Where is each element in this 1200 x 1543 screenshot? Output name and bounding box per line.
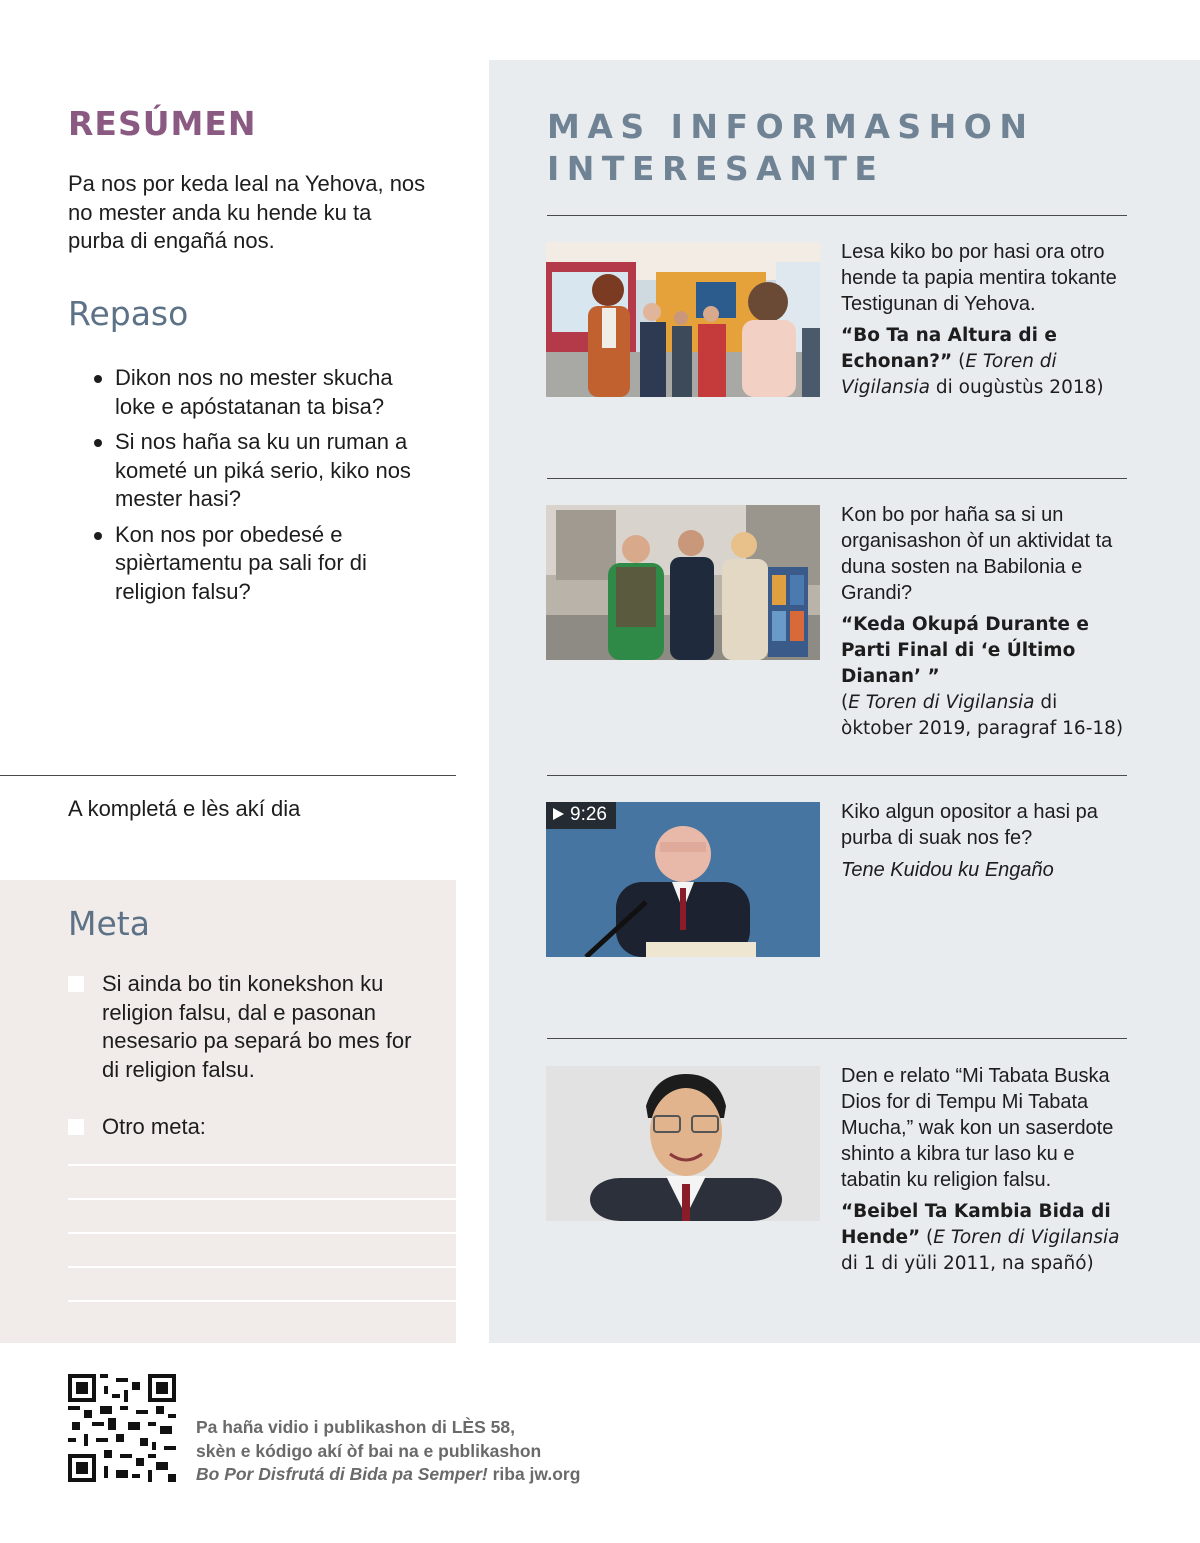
goal-box	[0, 880, 456, 1343]
summary-text: Pa nos por keda leal na Yehova, nos no mester anda ku hende ku ta purba di engañá nos.	[68, 171, 426, 253]
summary-title: RESÚMEN	[68, 104, 257, 143]
reference-text: di 1 di yüli 2011, na spañó)	[841, 1253, 1094, 1274]
divider	[0, 775, 456, 776]
write-in-line[interactable]	[68, 1164, 456, 1166]
video-entry	[841, 799, 1131, 883]
reference-title[interactable]: “Keda Okupá Durante e Parti Final di ‘e Último Dianan’ ”	[841, 614, 1089, 687]
article-thumbnail[interactable]	[546, 242, 820, 397]
entry-description: Lesa kiko bo por hasi ora otro hende ta papia mentira tokante Testigunan di Yehova.	[841, 241, 1117, 315]
divider	[547, 478, 1127, 479]
footer-line	[196, 1463, 580, 1487]
review-question: Dikon nos no mester skucha loke e apóstatanan ta bisa?	[92, 364, 422, 421]
reference-text: (	[952, 351, 966, 372]
completed-date-label: A kompletá e lès akí dia	[68, 796, 301, 821]
publication-name: E Toren di Vigilansia	[841, 351, 1057, 398]
footer-line: skèn e kódigo akí òf bai na e publikashon	[196, 1440, 542, 1461]
more-info-title: MAS INFORMASHON INTERESANTE	[547, 107, 1035, 188]
entry-reference[interactable]	[841, 1199, 1131, 1277]
entry-reference[interactable]	[841, 612, 1131, 742]
goal-item	[68, 970, 428, 1084]
article-entry	[841, 502, 1131, 742]
qr-code[interactable]	[68, 1374, 176, 1482]
video-duration-badge	[546, 802, 616, 829]
review-question-list	[92, 364, 422, 613]
video-title[interactable]: Tene Kuidou ku Engaño	[841, 859, 1054, 881]
play-icon	[553, 808, 564, 820]
review-question: Kon nos por obedesé e spièrtamentu pa sali for di religion falsu?	[92, 521, 422, 607]
write-in-line[interactable]	[68, 1266, 456, 1268]
footer-site: riba jw.org	[487, 1464, 581, 1484]
reference-title[interactable]: “Beibel Ta Kambia Bida di Hende”	[841, 1201, 1111, 1248]
entry-description: Den e relato “Mi Tabata Buska Dios for di Tempu Mi Tabata Mucha,” wak kon un saserdote shinto a kibra tur laso ku e tabatin ku religion falsu.	[841, 1065, 1114, 1191]
divider	[547, 215, 1127, 216]
write-in-line[interactable]	[68, 1232, 456, 1234]
review-title: Repaso	[68, 294, 189, 333]
divider	[547, 775, 1127, 776]
article-thumbnail[interactable]	[546, 505, 820, 660]
entry-reference[interactable]	[841, 857, 1131, 883]
goal-checkbox[interactable]	[68, 1119, 84, 1135]
goal-checkbox[interactable]	[68, 976, 84, 992]
entry-description: Kon bo por haña sa si un organisashon òf un aktividat ta duna sosten na Babilonia e Grandi?	[841, 504, 1113, 604]
reference-text: di òktober 2019, paragraf 16-18)	[841, 692, 1124, 739]
video-duration: 9:26	[570, 804, 607, 825]
footer-line: Pa haña vidio i publikashon di LÈS 58,	[196, 1417, 515, 1437]
goal-item	[68, 1113, 428, 1142]
reference-title[interactable]: “Bo Ta na Altura di e Echonan?”	[841, 325, 1057, 372]
article-entry	[841, 1063, 1131, 1277]
video-thumbnail[interactable]	[546, 802, 820, 957]
entry-reference[interactable]	[841, 323, 1131, 401]
publication-name: E Toren di Vigilansia	[933, 1227, 1120, 1248]
divider	[547, 1038, 1127, 1039]
write-in-line[interactable]	[68, 1198, 456, 1200]
reference-text: (	[841, 692, 849, 713]
write-in-line[interactable]	[68, 1300, 456, 1302]
reference-text: di ougùstùs 2018)	[930, 377, 1104, 398]
article-entry	[841, 239, 1131, 401]
review-question: Si nos haña sa ku un ruman a kometé un piká serio, kiko nos mester hasi?	[92, 428, 422, 514]
footer-note	[196, 1416, 580, 1487]
publication-title[interactable]: Bo Por Disfrutá di Bida pa Semper!	[196, 1464, 488, 1484]
article-thumbnail[interactable]	[546, 1066, 820, 1221]
reference-text: (	[920, 1227, 934, 1248]
goal-title: Meta	[68, 904, 150, 943]
goal-item-text: Si ainda bo tin konekshon ku religion falsu, dal e pasonan nesesario pa separá bo mes for di religion falsu.	[102, 971, 412, 1082]
entry-description: Kiko algun opositor a hasi pa purba di suak nos fe?	[841, 801, 1098, 849]
goal-item-text: Otro meta:	[102, 1114, 206, 1139]
publication-name: E Toren di Vigilansia	[848, 692, 1035, 713]
